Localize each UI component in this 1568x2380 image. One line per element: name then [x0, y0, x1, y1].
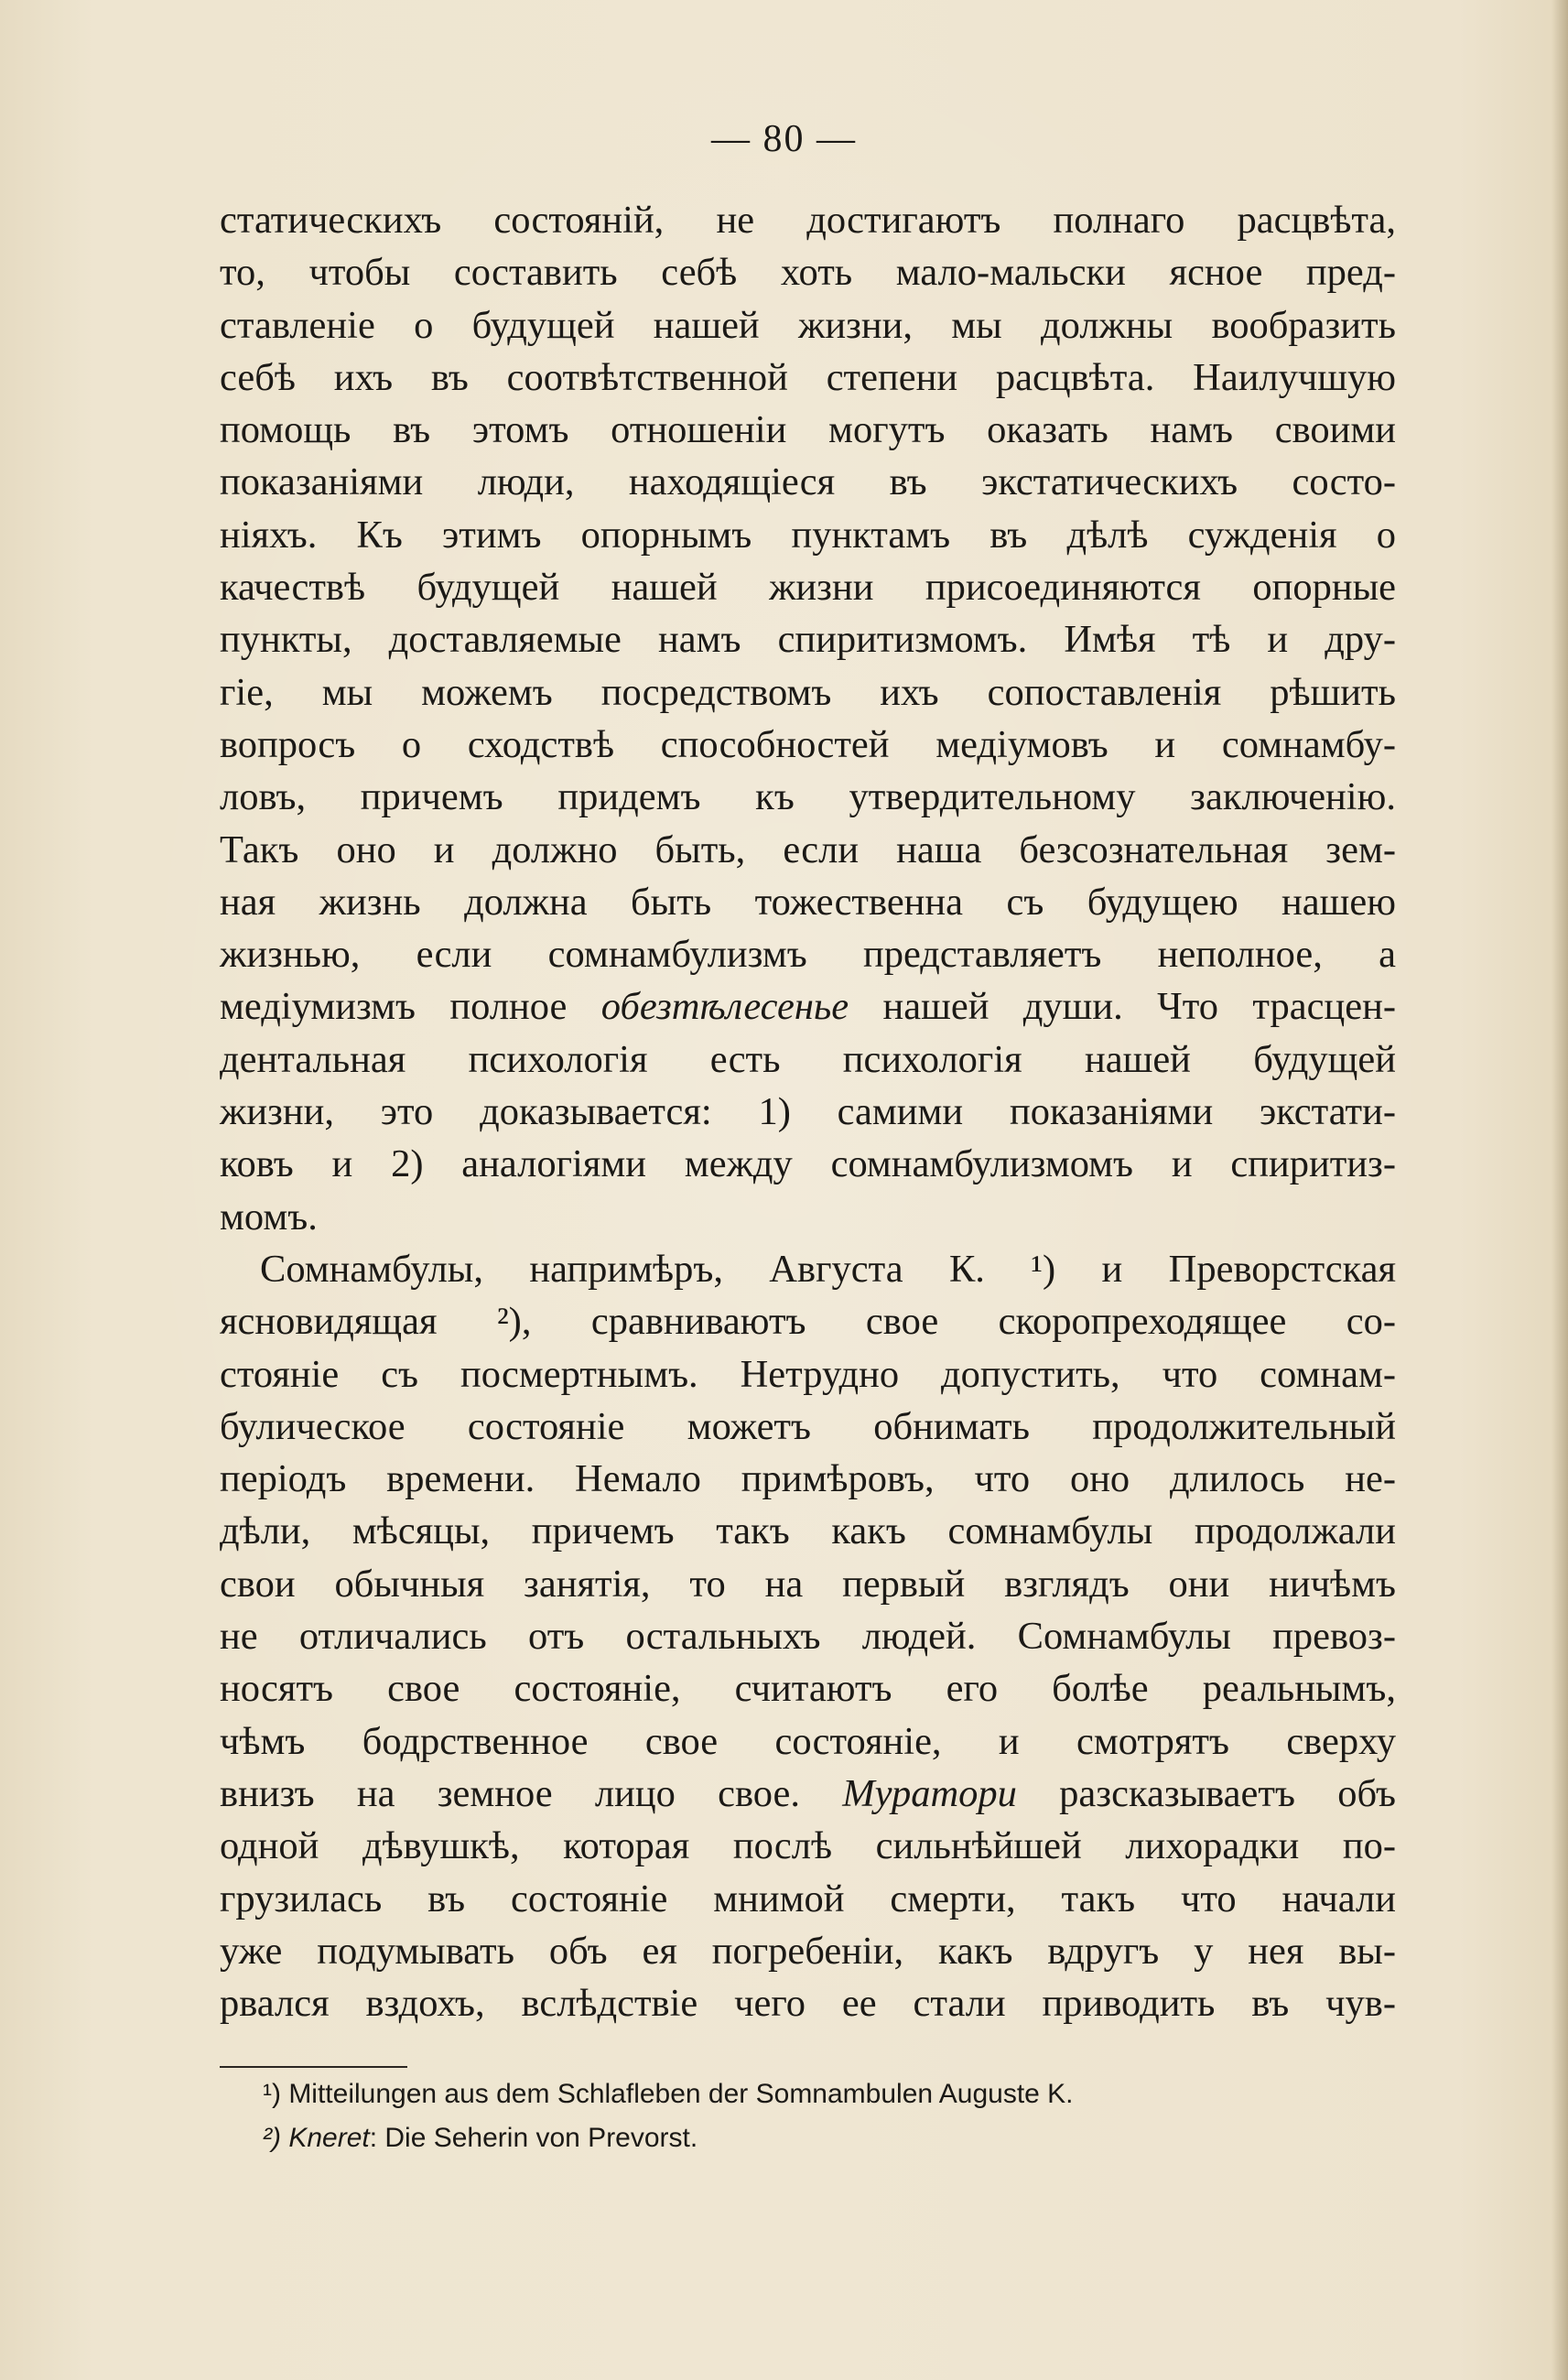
text-line: булическое состоянiе можетъ обнимать продолжительный	[220, 1404, 1396, 1448]
text-line: жизни, это доказывается: 1) самими показанiями экстати-	[220, 1090, 1396, 1134]
page-edge-shadow	[1552, 0, 1568, 2380]
text-line-with-emphasis	[220, 980, 1396, 1033]
text-line: носятъ свое состоянiе, считаютъ его болѣе реальнымъ,	[220, 1667, 1396, 1711]
body-text	[220, 194, 1396, 2029]
text-line: Сомнамбулы, напримѣръ, Августа К. ¹) и Преворстская	[260, 1247, 1396, 1291]
text-line: нiяхъ. Къ этимъ опорнымъ пунктамъ въ дѣлѣ сужденiя о	[220, 513, 1396, 557]
footnote-divider	[220, 2066, 407, 2068]
text-line: показанiями люди, находящiеся въ экстатическихъ состо-	[220, 460, 1396, 504]
footnote-text: Mitteilungen aus dem Schlafleben der Somnambulen Auguste K.	[280, 2079, 1074, 2109]
text-line: ясновидящая ²), сравниваютъ свое скоропреходящее со-	[220, 1300, 1396, 1344]
page-number: — 80 —	[711, 118, 857, 160]
emphasized-word: обезтѣлесенье	[600, 985, 849, 1029]
text-segment: медiумизмъ полное	[220, 985, 601, 1029]
text-line: жизнью, если сомнамбулизмъ представляетъ неполное, а	[220, 933, 1396, 977]
text-line: помощь въ этомъ отношенiи могутъ оказать намъ своими	[220, 408, 1396, 452]
text-line: стоянiе съ посмертнымъ. Нетрудно допустить, что сомнам-	[220, 1352, 1396, 1396]
text-line: чѣмъ бодрственное свое состоянiе, и смотрятъ сверху	[220, 1719, 1396, 1763]
text-line: дентальная психологiя есть психологiя нашей будущей	[220, 1037, 1396, 1081]
text-line: пункты, доставляемые намъ спиритизмомъ. Имѣя тѣ и дру-	[220, 618, 1396, 662]
text-line: ловъ, причемъ придемъ къ утвердительному заключенiю.	[220, 775, 1396, 819]
text-line: рвался вздохъ, вслѣдствiе чего ее стали приводить въ чув-	[220, 1982, 1396, 2026]
text-line: одной дѣвушкѣ, которая послѣ сильнѣйшей лихорадки по-	[220, 1824, 1396, 1868]
text-line: вопросъ о сходствѣ способностей медiумовъ и сомнамбу-	[220, 722, 1396, 766]
text-segment: внизъ на земное лицо свое.	[220, 1771, 843, 1815]
text-line: дѣли, мѣсяцы, причемъ такъ какъ сомнамбулы продолжали	[220, 1509, 1396, 1553]
emphasized-name: Муратори	[842, 1771, 1017, 1815]
text-line: ная жизнь должна быть тожественна съ будущею нашею	[220, 880, 1396, 924]
text-line: перiодъ времени. Немало примѣровъ, что оно длилось не-	[220, 1457, 1396, 1501]
footnote-marker: ²)	[263, 2123, 281, 2153]
text-line: ковъ и 2) аналогiями между сомнамбулизмомъ и спиритиз-	[220, 1142, 1396, 1186]
text-segment: разсказываетъ объ	[1016, 1771, 1396, 1815]
text-line: не отличались отъ остальныхъ людей. Сомнамбулы превоз-	[220, 1615, 1396, 1659]
text-segment: нашей души. Что трасцен-	[849, 985, 1396, 1029]
text-line: свои обычныя занятiя, то на первый взглядъ они ничѣмъ	[220, 1562, 1396, 1606]
footnote-2	[263, 2116, 1315, 2160]
footnote-text: : Die Seherin von Prevorst.	[369, 2123, 698, 2153]
text-line: уже подумывать объ ея погребенiи, какъ вдругъ у нея вы-	[220, 1929, 1396, 1973]
text-line: статическихъ состоянiй, не достигаютъ полнаго расцвѣта,	[220, 199, 1396, 242]
footnote-marker: ¹)	[263, 2079, 281, 2109]
text-line: гiе, мы можемъ посредствомъ ихъ сопоставленiя рѣшить	[220, 670, 1396, 714]
text-line: Такъ оно и должно быть, если наша безсознательная зем-	[220, 828, 1396, 871]
text-line: момъ.	[220, 1195, 318, 1239]
text-line-with-emphasis	[220, 1768, 1396, 1820]
footnote-author: Kneret	[280, 2123, 370, 2153]
text-line: то, чтобы составить себѣ хоть мало-мальски ясное пред-	[220, 251, 1396, 295]
text-line: себѣ ихъ въ соотвѣтственной степени расцвѣта. Наилучшую	[220, 355, 1396, 399]
footnote-1	[263, 2072, 1315, 2116]
text-line: грузилась въ состоянiе мнимой смерти, такъ что начали	[220, 1877, 1396, 1920]
footnotes	[263, 2072, 1315, 2160]
text-line: ставленiе о будущей нашей жизни, мы должны вообразить	[220, 303, 1396, 347]
text-line: качествѣ будущей нашей жизни присоединяются опорные	[220, 566, 1396, 610]
